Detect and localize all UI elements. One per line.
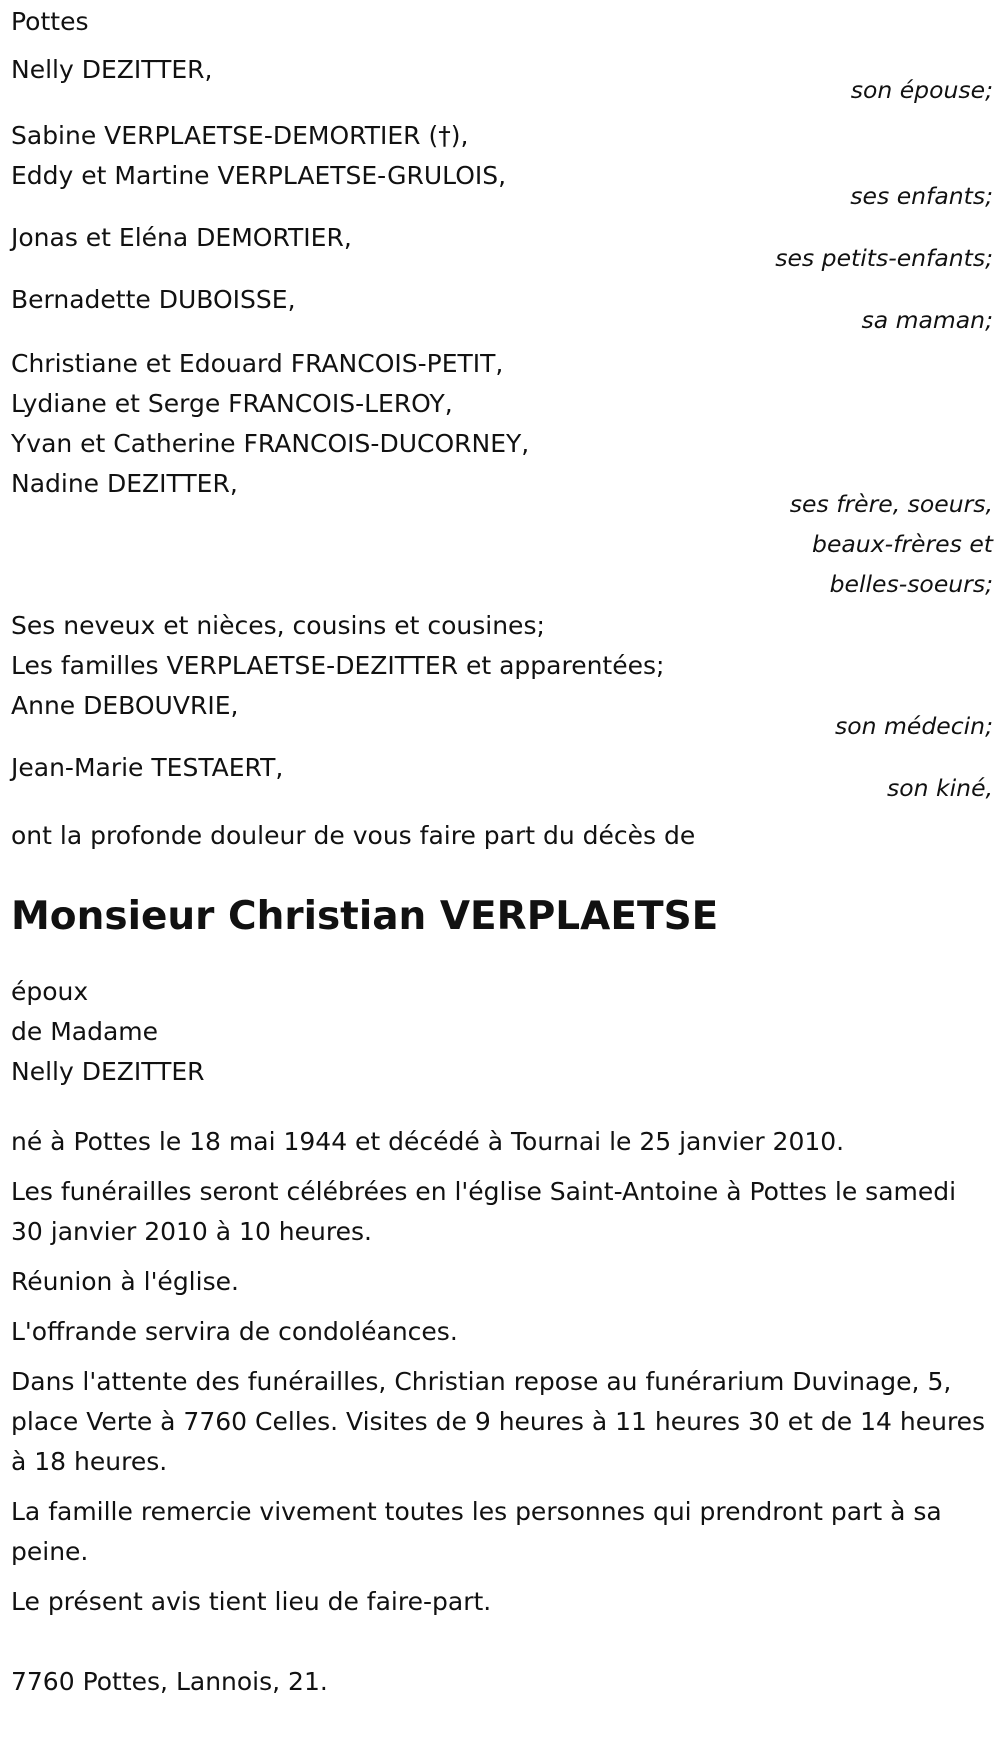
detail-paragraph: Dans l'attente des funérailles, Christian repose au funérarium Duvinage, 5, place Verte à 7760 Celles. Visites de 9 heures à 11 heures 30 et de 14 heures à 18 heures. <box>11 1367 986 1476</box>
grandchildren-role: ses petits-enfants; <box>775 244 993 272</box>
extended-family-line: Ses neveux et nièces, cousins et cousines; <box>11 611 545 640</box>
detail-paragraph: Réunion à l'église. <box>11 1267 239 1296</box>
obituary-notice <box>11 0 993 1702</box>
sibling-name: Yvan et Catherine FRANCOIS-DUCORNEY, <box>11 429 530 458</box>
city-header: Pottes <box>11 7 89 36</box>
grandchildren-name: Jonas et Eléna DEMORTIER, <box>11 223 352 252</box>
address-line: 7760 Pottes, Lannois, 21. <box>11 1667 328 1696</box>
sibling-name: Christiane et Edouard FRANCOIS-PETIT, <box>11 349 504 378</box>
mother-role: sa maman; <box>861 306 993 334</box>
detail-paragraph: L'offrande servira de condoléances. <box>11 1317 458 1346</box>
physio-name: Jean-Marie TESTAERT, <box>11 753 284 782</box>
detail-paragraph: La famille remercie vivement toutes les personnes qui prendront part à sa peine. <box>11 1497 942 1566</box>
detail-paragraph: né à Pottes le 18 mai 1944 et décédé à Tournai le 25 janvier 2010. <box>11 1127 845 1156</box>
detail-paragraph: Le présent avis tient lieu de faire-part. <box>11 1587 492 1616</box>
child-name: Sabine VERPLAETSE-DEMORTIER (†), <box>11 121 469 150</box>
mother-name: Bernadette DUBOISSE, <box>11 285 296 314</box>
siblings-role-line: belles-soeurs; <box>829 570 993 598</box>
relation-line: époux <box>11 977 89 1006</box>
relation-line: Nelly DEZITTER <box>11 1057 205 1086</box>
physio-role: son kiné, <box>887 774 993 802</box>
sibling-name: Nadine DEZITTER, <box>11 469 238 498</box>
spouse-role: son épouse; <box>850 76 993 104</box>
detail-paragraph: Les funérailles seront célébrées en l'église Saint-Antoine à Pottes le samedi 30 janvier 2010 à 10 heures. <box>11 1177 957 1246</box>
children-role: ses enfants; <box>850 182 993 210</box>
extended-family-line: Les familles VERPLAETSE-DEZITTER et apparentées; <box>11 651 665 680</box>
doctor-role: son médecin; <box>835 712 993 740</box>
siblings-role-line: beaux-frères et <box>812 530 993 558</box>
child-name: Eddy et Martine VERPLAETSE-GRULOIS, <box>11 161 507 190</box>
siblings-role-line: ses frère, soeurs, <box>789 490 993 518</box>
deceased-name: Monsieur Christian VERPLAETSE <box>11 894 719 939</box>
sibling-name: Lydiane et Serge FRANCOIS-LEROY, <box>11 389 453 418</box>
relation-line: de Madame <box>11 1017 159 1046</box>
announcement-text: ont la profonde douleur de vous faire part du décès de <box>11 821 696 850</box>
spouse-name: Nelly DEZITTER, <box>11 55 213 84</box>
doctor-name: Anne DEBOUVRIE, <box>11 691 239 720</box>
